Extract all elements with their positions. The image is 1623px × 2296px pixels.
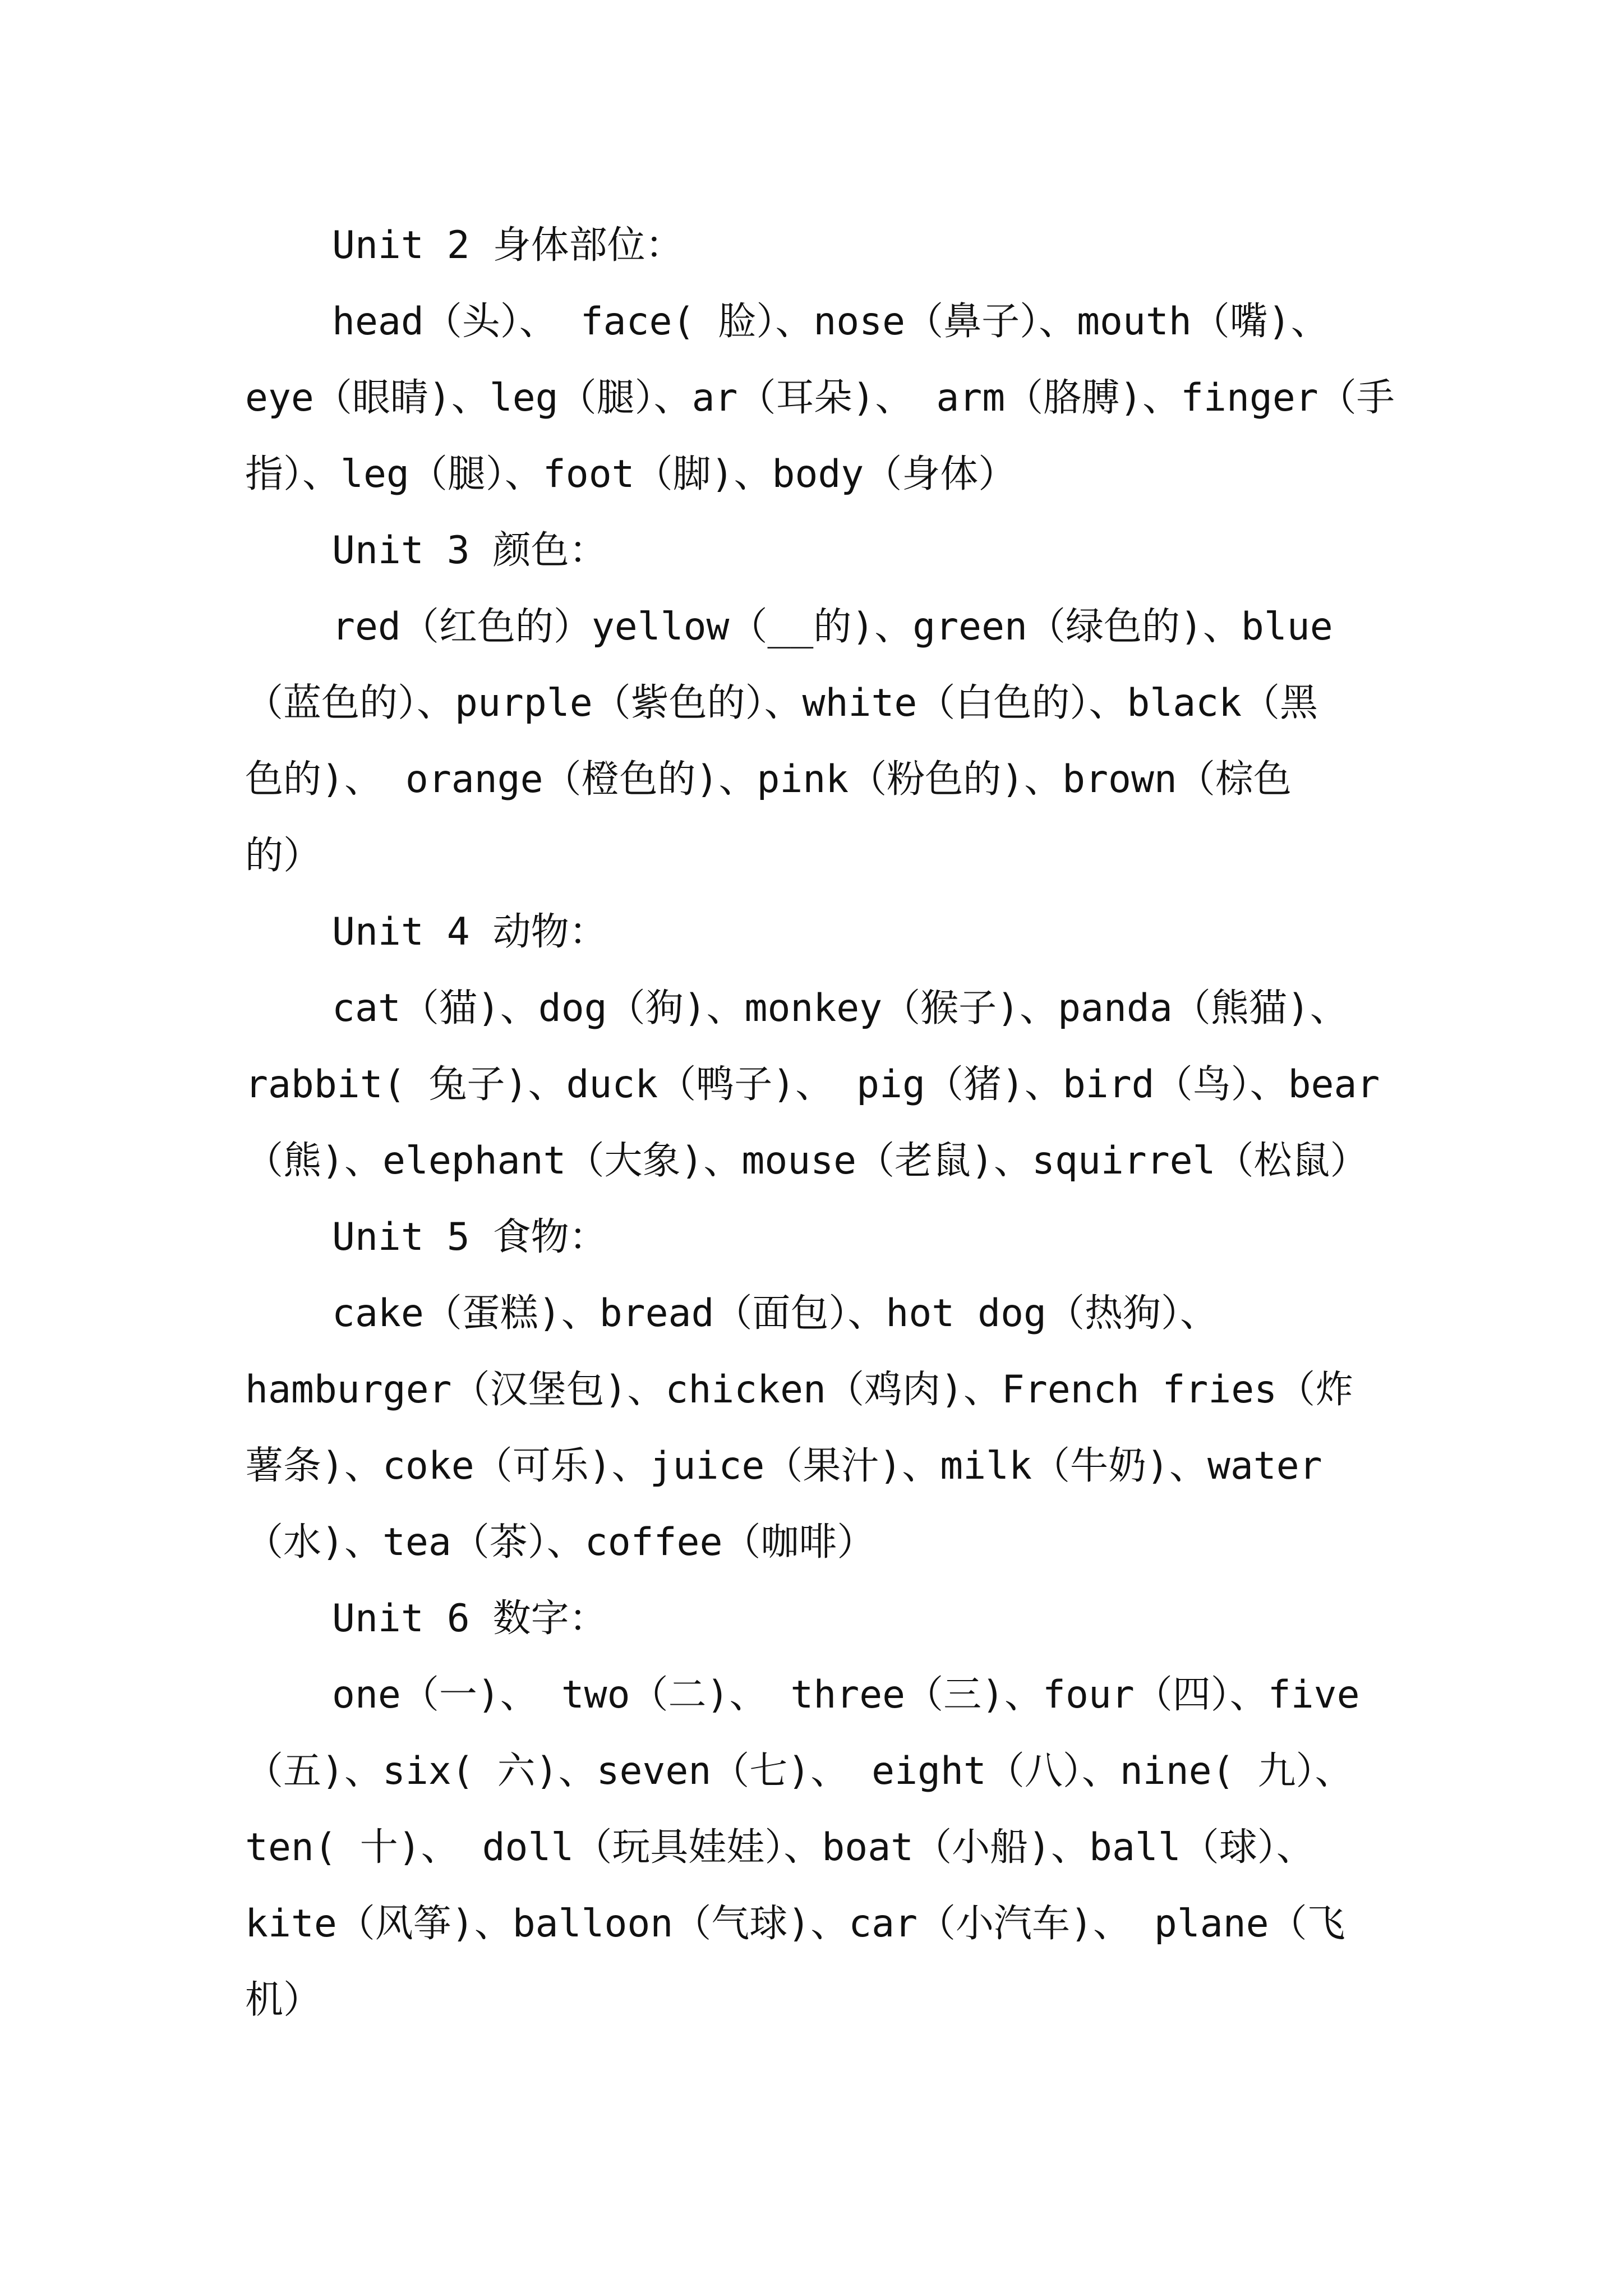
body-line: cake（蛋糕)、bread（面包）、hot dog（热狗）、 xyxy=(332,1291,1218,1336)
body-line: 薯条)、coke（可乐)、juice（果汁)、milk（牛奶)、water xyxy=(245,1444,1322,1488)
body-line: （熊)、elephant（大象)、mouse（老鼠)、squirrel（松鼠） xyxy=(245,1139,1368,1183)
body-line: （五)、six( 六)、seven（七)、 eight（八）、nine( 九）、 xyxy=(245,1749,1353,1793)
body-line: （水)、tea（茶）、coffee（咖啡） xyxy=(245,1520,875,1565)
section-body-unit-3 xyxy=(245,589,1423,894)
body-line: （蓝色的）、purple（紫色的）、white（白色的）、black（黑 xyxy=(245,681,1318,725)
body-line: cat（猫)、dog（狗)、monkey（猴子)、panda（熊猫)、 xyxy=(332,986,1348,1030)
body-line: rabbit( 兔子)、duck（鸭子)、 pig（猪)、bird（鸟）、bear xyxy=(245,1062,1380,1107)
body-line: 色的)、 orange（橙色的)、pink（粉色的)、brown（棕色 xyxy=(245,757,1292,802)
section-heading-unit-2: Unit 2 身体部位： xyxy=(332,223,684,268)
section-body-unit-6 xyxy=(245,1657,1423,2039)
body-line: eye（眼睛)、leg（腿）、ar（耳朵)、 arm（胳膊)、finger（手 xyxy=(245,376,1395,420)
body-line: 机） xyxy=(245,1978,322,2022)
body-line: head（头）、 face( 脸）、nose（鼻子）、mouth（嘴)、 xyxy=(332,300,1329,344)
section-heading-unit-3: Unit 3 颜色： xyxy=(332,528,607,573)
section-heading-unit-6: Unit 6 数字： xyxy=(332,1596,607,1641)
section-body-unit-5 xyxy=(245,1276,1423,1581)
body-line: red（红色的）yellow（__的)、green（绿色的)、blue xyxy=(332,605,1333,649)
body-line: one（一)、 two（二)、 three（三)、four（四）、five xyxy=(332,1673,1360,1717)
body-line: 指）、leg（腿）、foot（脚)、body（身体） xyxy=(245,452,1017,496)
section-heading-unit-5: Unit 5 食物： xyxy=(332,1215,607,1259)
section-heading-unit-4: Unit 4 动物： xyxy=(332,910,607,954)
body-line: hamburger（汉堡包)、chicken（鸡肉)、French fries（炸 xyxy=(245,1368,1354,1412)
section-body-unit-2 xyxy=(245,284,1423,513)
body-line: ten( 十)、 doll（玩具娃娃）、boat（小船)、ball（球）、 xyxy=(245,1825,1315,1870)
body-line: kite（风筝)、balloon（气球)、car（小汽车)、 plane（飞 xyxy=(245,1902,1345,1946)
section-body-unit-4 xyxy=(245,970,1423,1199)
document-page xyxy=(245,208,1423,2039)
body-line: 的） xyxy=(245,834,322,878)
